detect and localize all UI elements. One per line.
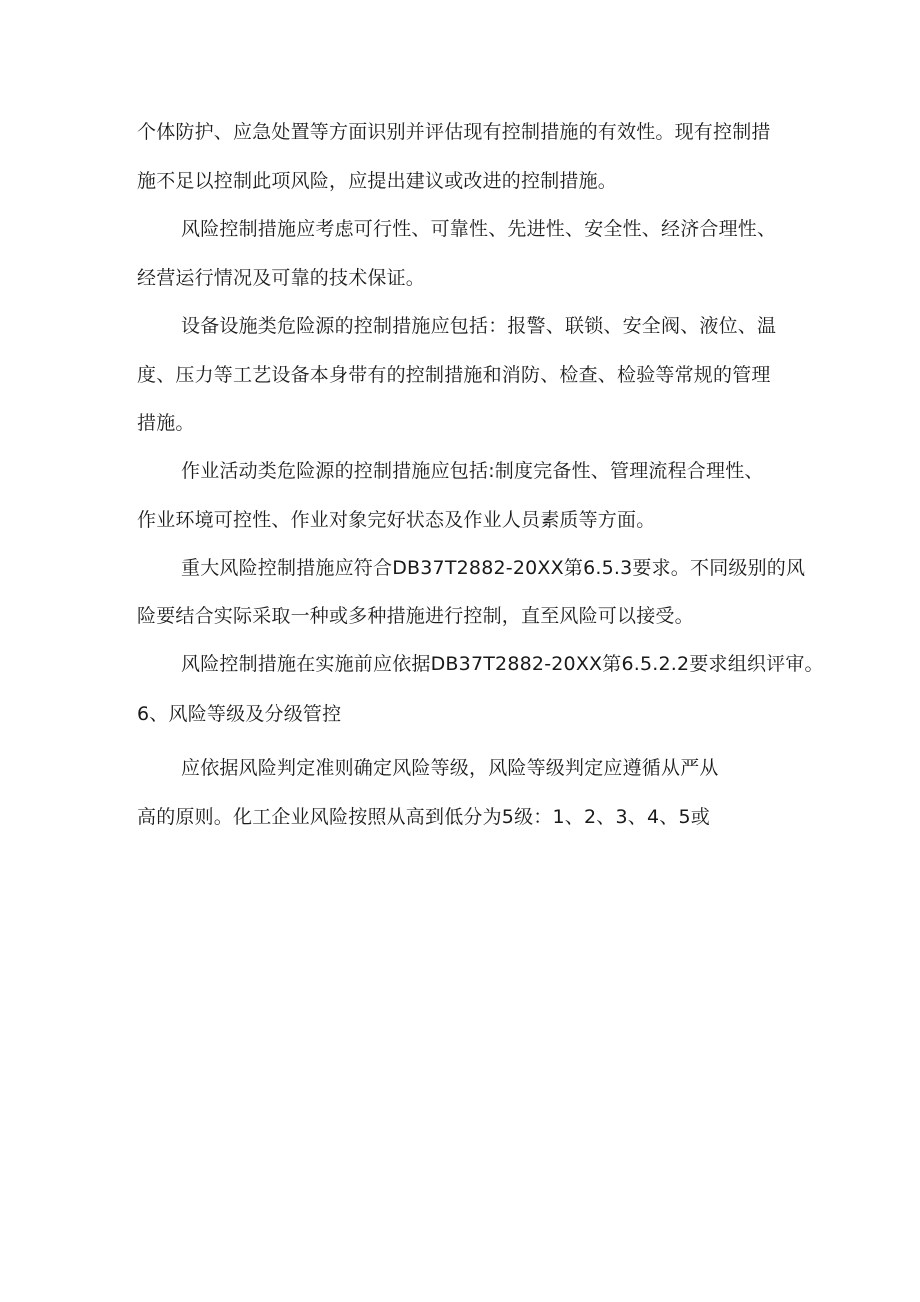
paragraph-line: 作业环境可控性、作业对象完好状态及作业人员素质等方面。: [137, 509, 656, 531]
paragraph-line: 风险控制措施应考虑可行性、可靠性、先进性、安全性、经济合理性、: [181, 218, 777, 240]
paragraph-line: 经营运行情况及可靠的技术保证。: [137, 267, 426, 289]
paragraph-line: 个体防护、应急处置等方面识别并评估现有控制措施的有效性。现有控制措: [137, 121, 771, 143]
paragraph-line: 作业活动类危险源的控制措施应包括:制度完备性、管理流程合理性、: [181, 460, 764, 482]
paragraph-line: 高的原则。化工企业风险按照从高到低分为5级：1、2、3、4、5或: [137, 806, 710, 828]
paragraph-line: 措施。: [137, 412, 195, 434]
paragraph-line: 度、压力等工艺设备本身带有的控制措施和消防、检查、检验等常规的管理: [137, 364, 771, 386]
paragraph-line: 应依据风险判定准则确定风险等级，风险等级判定应遵循从严从: [181, 757, 719, 779]
section-heading: 6、风险等级及分级管控: [137, 703, 342, 725]
paragraph-line: 设备设施类危险源的控制措施应包括：报警、联锁、安全阀、液位、温: [181, 315, 777, 337]
paragraph-line: 风险控制措施在实施前应依据DB37T2882-20XX第6.5.2.2要求组织评审。: [181, 653, 824, 675]
paragraph-line: 施不足以控制此项风险，应提出建议或改进的控制措施。: [137, 170, 618, 192]
paragraph-line: 重大风险控制措施应符合DB37T2882-20XX第6.5.3要求。不同级别的风: [181, 557, 806, 579]
paragraph-line: 险要结合实际采取一种或多种措施进行控制，直至风险可以接受。: [137, 605, 694, 627]
